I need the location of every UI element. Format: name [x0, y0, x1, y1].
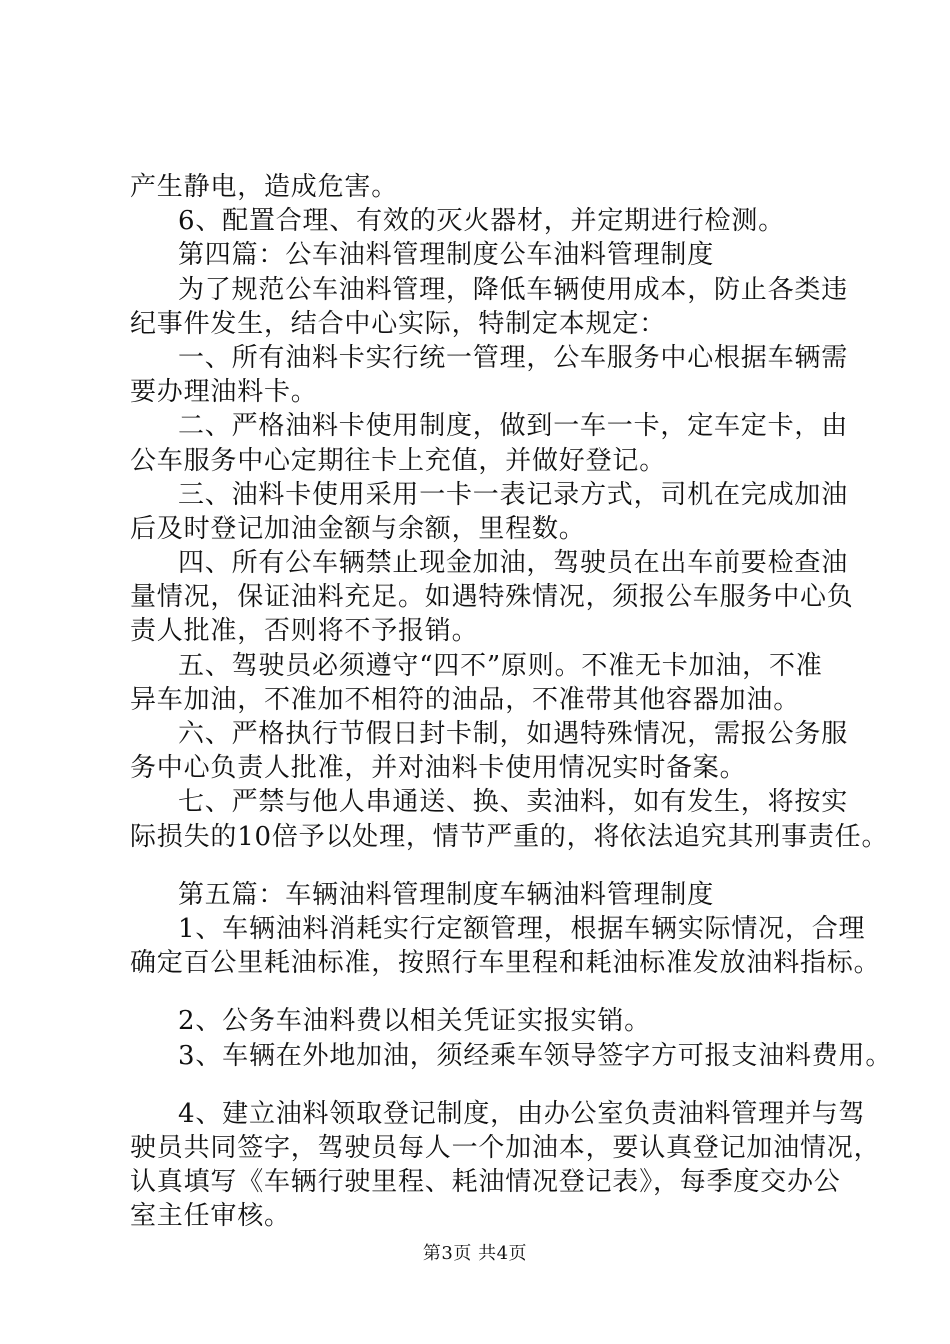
text-line: 五、驾驶员必须遵守“四不”原则。不准无卡加油，不准	[178, 650, 823, 681]
text-line: 室主任审核。	[130, 1201, 291, 1232]
text-line: 3、车辆在外地加油，须经乘车领导签字方可报支油料费用。	[178, 1040, 893, 1071]
text-line: 认真填写《车辆行驶里程、耗油情况登记表》，每季度交办公	[130, 1167, 841, 1198]
text-line: 1、车辆油料消耗实行定额管理，根据车辆实际情况，合理	[178, 913, 866, 944]
paragraph-gap	[130, 854, 850, 878]
text-line: 公车服务中心定期往卡上充值，并做好登记。	[130, 445, 667, 476]
text-line: 后及时登记加油金额与余额，里程数。	[130, 513, 586, 544]
text-line: 纪事件发生，结合中心实际，特制定本规定：	[130, 308, 667, 339]
text-line: 一、所有油料卡实行统一管理，公车服务中心根据车辆需	[178, 342, 849, 373]
text-line: 际损失的10倍予以处理，情节严重的，将依法追究其刑事责任。	[130, 821, 889, 852]
text-line: 2、公务车油料费以相关凭证实报实销。	[178, 1006, 651, 1037]
text-line: 为了规范公车油料管理，降低车辆使用成本，防止各类违	[178, 274, 849, 305]
section-heading: 第五篇：车辆油料管理制度车辆油料管理制度	[178, 879, 715, 910]
text-line: 七、严禁与他人串通送、换、卖油料，如有发生，将按实	[178, 787, 849, 818]
paragraph-gap	[130, 1073, 850, 1097]
paragraph-gap	[130, 980, 850, 1004]
text-line: 量情况，保证油料充足。如遇特殊情况，须报公车服务中心负	[130, 582, 854, 613]
document-body	[130, 170, 893, 1233]
text-line: 4、建立油料领取登记制度，由办公室负责油料管理并与驾	[178, 1098, 866, 1129]
text-line: 要办理油料卡。	[130, 377, 318, 408]
text-line: 6、配置合理、有效的灭火器材，并定期进行检测。	[178, 206, 785, 237]
text-line: 驶员共同签字，驾驶员每人一个加油本，要认真登记加油情况，	[130, 1132, 881, 1163]
text-line: 三、油料卡使用采用一卡一表记录方式，司机在完成加油	[178, 479, 849, 510]
text-line: 二、严格油料卡使用制度，做到一车一卡，定车定卡，由	[178, 411, 849, 442]
text-line: 异车加油，不准加不相符的油品，不准带其他容器加油。	[130, 684, 801, 715]
text-line: 六、严格执行节假日封卡制，如遇特殊情况，需报公务服	[178, 719, 849, 749]
text-line: 产生静电，造成危害。	[130, 172, 399, 202]
text-line: 务中心负责人批准，并对油料卡使用情况实时备案。	[130, 753, 747, 784]
text-line: 四、所有公车辆禁止现金加油，驾驶员在出车前要检查油	[178, 548, 849, 579]
text-line: 确定百公里耗油标准，按照行车里程和耗油标准发放油料指标。	[130, 948, 881, 979]
page-number-footer: 第3页 共4页	[422, 1243, 528, 1264]
section-heading: 第四篇：公车油料管理制度公车油料管理制度	[178, 240, 715, 271]
text-line: 责人批准，否则将不予报销。	[130, 616, 479, 647]
